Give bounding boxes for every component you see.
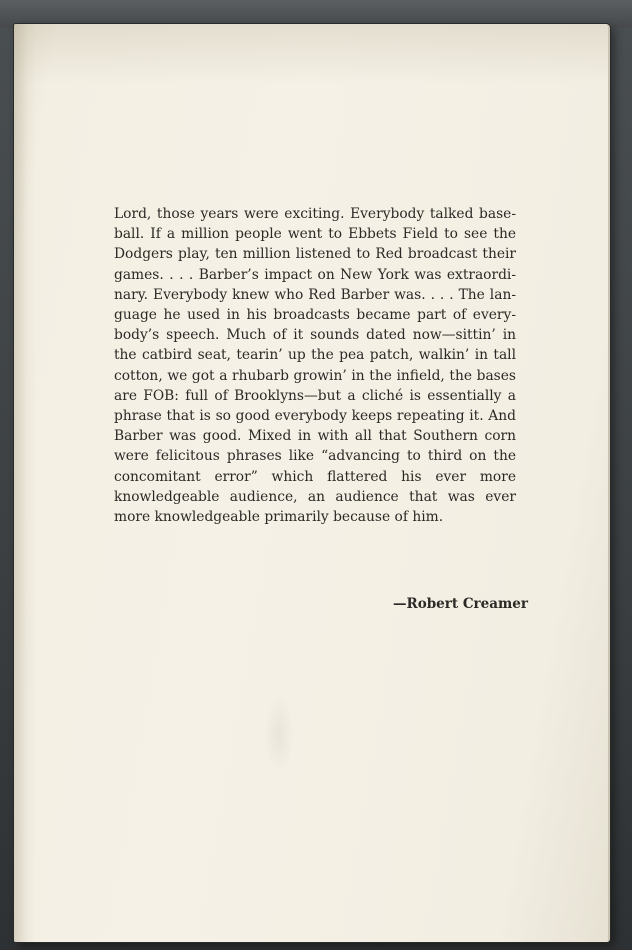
top-edge-shading <box>14 24 608 84</box>
paper-smudge <box>264 694 294 774</box>
spine-shading <box>14 24 36 942</box>
back-cover-quote: Lord, those years were exciting. Everybody talked baseball. If a million people went to Ebbets Field to see the Dodgers play, ten million listened to Red broadcast their games. . . . Barber’s impact on New York was extraordinary. Everybody knew who Red Barber was. . . . The language he used in his broadcasts became part of everybody’s speech. Much of it sounds dated now—sittin’ in the catbird seat, tearin’ up the pea patch, walkin’ in tall cotton, we got a rhubarb growin’ in the infield, the bases are FOB: full of Brooklyns—but a cliché is essentially a phrase that is so good everybody keeps repeating it. And Barber was good. Mixed in with all that Southern corn were felicitous phrases like “advancing to third on the concomitant error” which flattered his ever more knowledgeable audience, an audience that was ever more knowledgeable primarily because of him. <box>114 206 516 526</box>
quote-attribution: —Robert Creamer <box>393 596 528 612</box>
